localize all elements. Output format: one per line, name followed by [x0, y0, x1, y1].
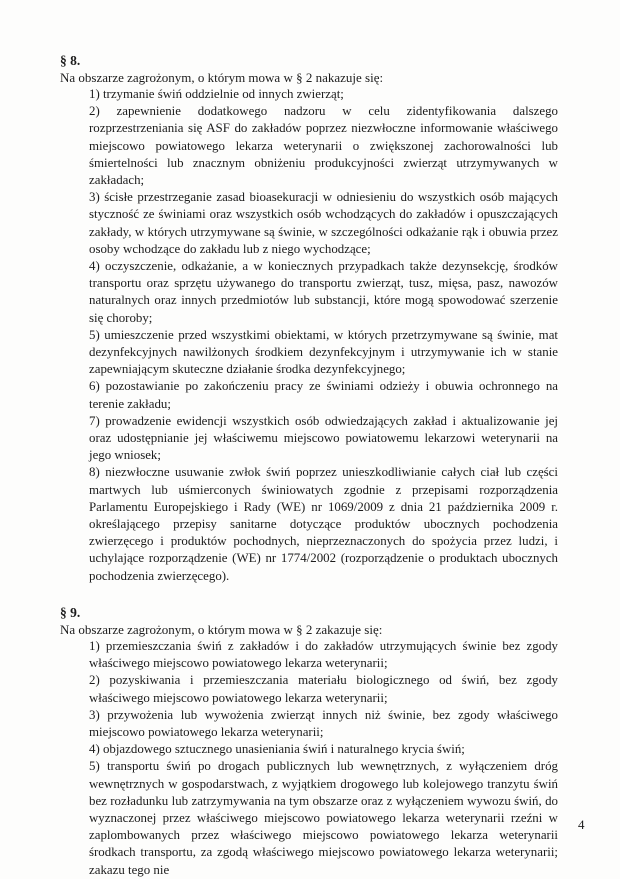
list-item: 4) objazdowego sztucznego unasieniania świń i naturalnego krycia świń;	[89, 742, 465, 757]
page-content	[60, 52, 558, 879]
section-9-items	[60, 638, 558, 879]
list-item: 4) oczyszczenie, odkażanie, a w koniecznych przypadkach także dezynsekcję, środków transportu oraz sprzętu używanego do transportu zwierząt, tusz, mięsa, pasz, nawozów naturalnych oraz innych przedmiotów lub substancji, które mogą spowodować szerzenie się choroby;	[89, 259, 558, 325]
section-8-items	[60, 86, 558, 585]
list-item: 2) zapewnienie dodatkowego nadzoru w celu zidentyfikowania dalszego rozprzestrzeniania się ASF do zakładów poprzez niezwłoczne informowanie właściwego miejscowo powiatowego lekarza weterynarii o zwiększonej zachorowalności lub śmiertelności lub znacznym obniżeniu produkcyjności zwierząt utrzymywanych w zakładach;	[89, 104, 558, 188]
section-9-heading: § 9.	[60, 604, 81, 620]
list-item: 3) przywożenia lub wywożenia zwierząt innych niż świnie, bez zgody właściwego miejscowo powiatowego lekarza weterynarii;	[89, 707, 558, 739]
list-item: 2) pozyskiwania i przemieszczania materiału biologicznego od świń, bez zgody właściwego miejscowo powiatowego lekarza weterynarii;	[89, 673, 558, 705]
list-item: 8) niezwłoczne usuwanie zwłok świń poprzez unieszkodliwianie całych ciał lub części martwych lub uśmierconych świniowatych zgodnie z przepisami rozporządzenia Parlamentu Europejskiego i Rady (WE) nr 1069/2009 z dnia 21 października 2009 r. określającego przepisy sanitarne dotyczące produktów ubocznych pochodzenia zwierzęcego i produktów pochodnych, nieprzeznaczonych do spożycia przez ludzi, i uchylające rozporządzenie (WE) nr 1774/2002 (rozporządzenie o produktach ubocznych pochodzenia zwierzęcego).	[89, 465, 558, 583]
section-9	[60, 604, 558, 879]
section-9-intro: Na obszarze zagrożonym, o którym mowa w § 2 zakazuje się:	[60, 621, 383, 637]
page-number: 4	[578, 817, 585, 832]
section-8-intro: Na obszarze zagrożonym, o którym mowa w § 2 nakazuje się:	[60, 70, 384, 85]
list-item: 3) ścisłe przestrzeganie zasad bioasekuracji w odniesieniu do wszystkich osób mających styczność ze świniami oraz wszystkich osób wchodzących do zakładów i opuszczających zakłady, w których utrzymywane są świnie, w szczególności odkażanie rąk i obuwia przez osoby wchodzące do zakładu lub z niego wychodzące;	[89, 190, 558, 256]
list-item: 7) prowadzenie ewidencji wszystkich osób odwiedzających zakład i aktualizowanie jej oraz udostępnianie jej właściwemu miejscowo powiatowemu lekarzowi weterynarii na jego wniosek;	[89, 413, 558, 463]
section-8-heading: § 8.	[60, 53, 81, 68]
section-8	[60, 52, 558, 585]
list-item: 6) pozostawianie po zakończeniu pracy ze świniami odzieży i obuwia ochronnego na terenie zakładu;	[89, 379, 558, 411]
list-item: 1) trzymanie świń oddzielnie od innych zwierząt;	[89, 87, 344, 101]
list-item: 1) przemieszczania świń z zakładów i do zakładów utrzymujących świnie bez zgody właściwego miejscowo powiatowego lekarza weterynarii;	[89, 638, 558, 671]
list-item: 5) umieszczenie przed wszystkimi obiektami, w których przetrzymywane są świnie, mat dezynfekcyjnych nawilżonych środkiem dezynfekcyjnym i utrzymywanie ich w stanie zapewniającym skuteczne działanie środka dezynfekcyjnego;	[89, 327, 558, 377]
list-item: 5) transportu świń po drogach publicznych lub wewnętrznych, z wyłączeniem dróg wewnętrznych w gospodarstwach, z wyjątkiem drogowego lub kolejowego tranzytu świń bez rozładunku lub zatrzymywania na tym obszarze oraz z wyłączeniem wywozu świń, do wyznaczonej przez właściwego miejscowo powiatowego lekarza weterynarii rzeźni w zaplombowanych przez właściwego miejscowo powiatowego lekarza weterynarii środkach transportu, za zgodą właściwego miejscowo powiatowego lekarza weterynarii; zakazu tego nie	[89, 759, 558, 877]
